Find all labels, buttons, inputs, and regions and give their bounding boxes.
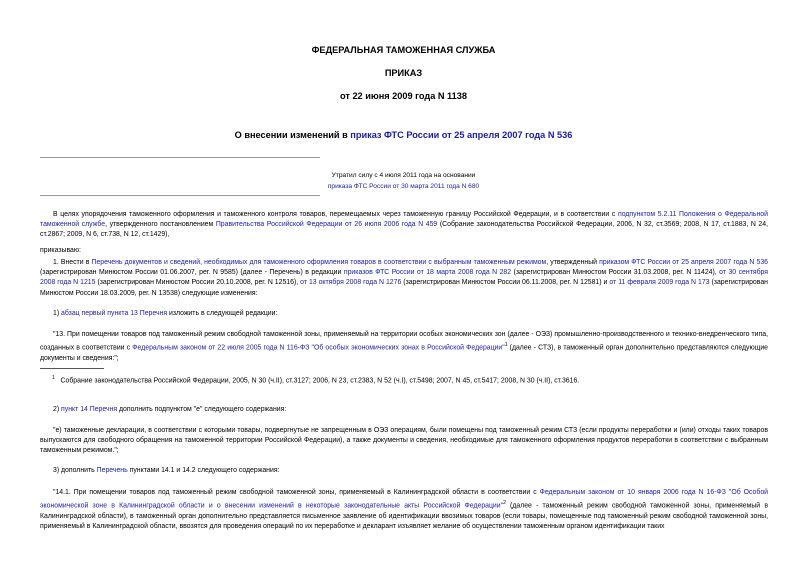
quote13-link[interactable]: Федеральным законом от 22 июля 2005 года N 116-ФЗ "Об особых экономических зонах в Российской Федерации" [132, 344, 505, 352]
item1-link-4[interactable]: от 30 сентября 2008 года N 1215 [40, 269, 769, 287]
sub3-link[interactable]: Перечень [96, 467, 128, 474]
sub1-paragraph [40, 309, 768, 319]
bottom-divider [40, 195, 320, 196]
item1-text-6: (зарегистрирован Минюстом России 06.11.2008, рег. N 12581) и [401, 279, 610, 287]
sub1-text-2: изложить в следующей редакции: [167, 310, 278, 317]
lost-force-link[interactable]: приказа ФТС России от 30 марта 2011 года N 680 [327, 183, 480, 190]
sub3-paragraph [40, 466, 768, 476]
quote13-text-1: "13. При помещении товаров под таможенный режим свободной таможенной зоны, применяемый на территории особых экономических зон (далее - ОЭЗ) промышленно-производственного и технико-внедренческого типа, созданных в соответствии с [40, 331, 768, 352]
sub3-text-1: 3) дополнить [53, 467, 97, 474]
item1-text-5: (зарегистрирован Минюстом России 20.10.2008, рег. N 12516), [95, 279, 301, 287]
footnote-text: Собрание законодательства Российской Федерации, 2005, N 30 (ч.II), ст.3127; 2006, N 23, ст.2383, N 52 (ч.I), ст.5498; 2007, N 45, ст.5417; 2008, N 30 (ч.II), ст.3616. [60, 377, 580, 385]
sub1-text-1: 1) [53, 310, 62, 317]
date-heading: от 22 июня 2009 года N 1138 [340, 91, 467, 101]
preamble-link-2[interactable]: Правительства Российской Федерации от 26 июля 2006 года N 459 [215, 221, 438, 229]
item1-link-5[interactable]: от 13 октября 2008 года N 1276 [300, 279, 402, 287]
quote-e-paragraph: "е) таможенные декларации, в соответствии с которыми товары, подвергнутые не запрещенным в ОЭЗ операциям, были помещены под таможенный режим СТЗ (если продукты переработки и (или) отходы таких товаров выпускаются для свободного обращения на таможенной территории Российской Федерации), а также документы и сведения, необходимые для таможенного оформления продуктов переработки в соответствии с выбранным таможенным режимом."; [40, 427, 768, 455]
preamble-link-1[interactable]: подпунктом 5.2.11 Положения о Федеральной таможенной службе [40, 211, 768, 229]
item1-text-2: , утвержденный [546, 259, 600, 266]
quote141-link[interactable]: Федеральным законом от 10 января 2006 года N 16-ФЗ "Об Особой экономической зоне в Калининградской области и о внесении изменений в некоторые законодательные акты Российской Федерации" [40, 489, 769, 510]
quote141-text-2: (далее - таможенный режим свободной таможенной зоны, применяемый в Калининградской области), в таможенный орган дополнительно представляется письменное заявление об идентификации ввозимых товаров (если товары, помещенные под таможенный режим свободной таможенной зоны, применяемый в Калининградской области, ввозятся для проведения операций по их переработке и декларант изъявляет желание об осуществлении таможенным органом идентификации таких [40, 502, 768, 530]
footnote-divider [40, 368, 104, 369]
order-word: приказываю: [40, 247, 81, 254]
sub1-link[interactable]: абзац первый пункта 13 Перечня [61, 310, 168, 317]
title-prefix: О внесении изменений в [234, 130, 351, 140]
sub2-link[interactable]: пункт 14 Перечня [61, 406, 118, 413]
quote141-text-1: "14.1. При помещении товаров под таможенный режим свободной таможенной зоны, применяемый в Калининградской области в соответствии с [53, 489, 540, 496]
quote13-paragraph [40, 330, 768, 364]
sub2-paragraph [40, 405, 768, 415]
item1-link-2[interactable]: приказом ФТС России от 25 апреля 2007 года N 536 [599, 259, 768, 266]
item1-text-4: (зарегистрирован Минюстом России 31.03.2008, рег. N 11424), [511, 269, 720, 277]
item1-text-1: 1. Внести в [53, 259, 92, 266]
sub2-text-2: дополнить подпунктом "е" следующего содержания: [117, 406, 287, 413]
footnote-mark: 1 [52, 375, 55, 381]
preamble-paragraph [40, 210, 768, 241]
item1-link-1[interactable]: Перечень документов и сведений, необходимых для таможенного оформления товаров в соответствии с выбранным таможенным режимом [91, 259, 547, 266]
item1-paragraph [40, 258, 768, 299]
item1-link-6[interactable]: от 11 февраля 2009 года N 173 [609, 279, 710, 287]
lost-force-link-line [0, 183, 807, 190]
preamble-text-1: В целях упорядочения таможенного оформления и таможенного контроля товаров, перемещаемых через таможенную границу Российской Федерации, и в соответствии с [53, 211, 618, 218]
item1-text-7: (зарегистрирован Минюстом России 18.03.2009, рег. N 13538) следующие изменения: [40, 279, 768, 297]
footnote-ref-2[interactable]: 2 [503, 500, 506, 507]
agency-heading: ФЕДЕРАЛЬНАЯ ТАМОЖЕННАЯ СЛУЖБА [311, 45, 496, 55]
title-link[interactable]: приказ ФТС России от 25 апреля 2007 года N 536 [350, 130, 573, 140]
quote141-paragraph [40, 488, 768, 532]
sub2-text-1: 2) [53, 406, 62, 413]
lost-force-line: Утратил силу с 4 июля 2011 года на основании [331, 172, 476, 179]
sub3-text-2: пунктами 14.1 и 14.2 следующего содержания: [127, 467, 280, 474]
item1-link-3[interactable]: приказов ФТС России от 18 марта 2008 года N 282 [343, 269, 512, 277]
footnote-ref-1[interactable]: 1 [504, 342, 508, 349]
footnote [52, 373, 768, 387]
doc-type-heading: ПРИКАЗ [384, 68, 423, 78]
preamble-text-3: (Собрание законодательства Российской Федерации, 2006, N 32, ст.3569; 2008, N 17, ст.1883, N 24, ст.2867; 2009, N 6, ст.738, N 12, ст.1429), [40, 221, 768, 239]
quote13-text-2: (далее - СТЗ), в таможенный орган дополнительно представляются следующие документы и сведения:"; [40, 344, 769, 362]
preamble-text-2: , утвержденного постановлением [105, 221, 216, 229]
item1-text-3: (зарегистрирован Минюстом России 01.06.2007, рег. N 9585) (далее - Перечень) в редакции [40, 269, 344, 277]
document-title [0, 130, 807, 140]
top-divider [40, 157, 320, 158]
